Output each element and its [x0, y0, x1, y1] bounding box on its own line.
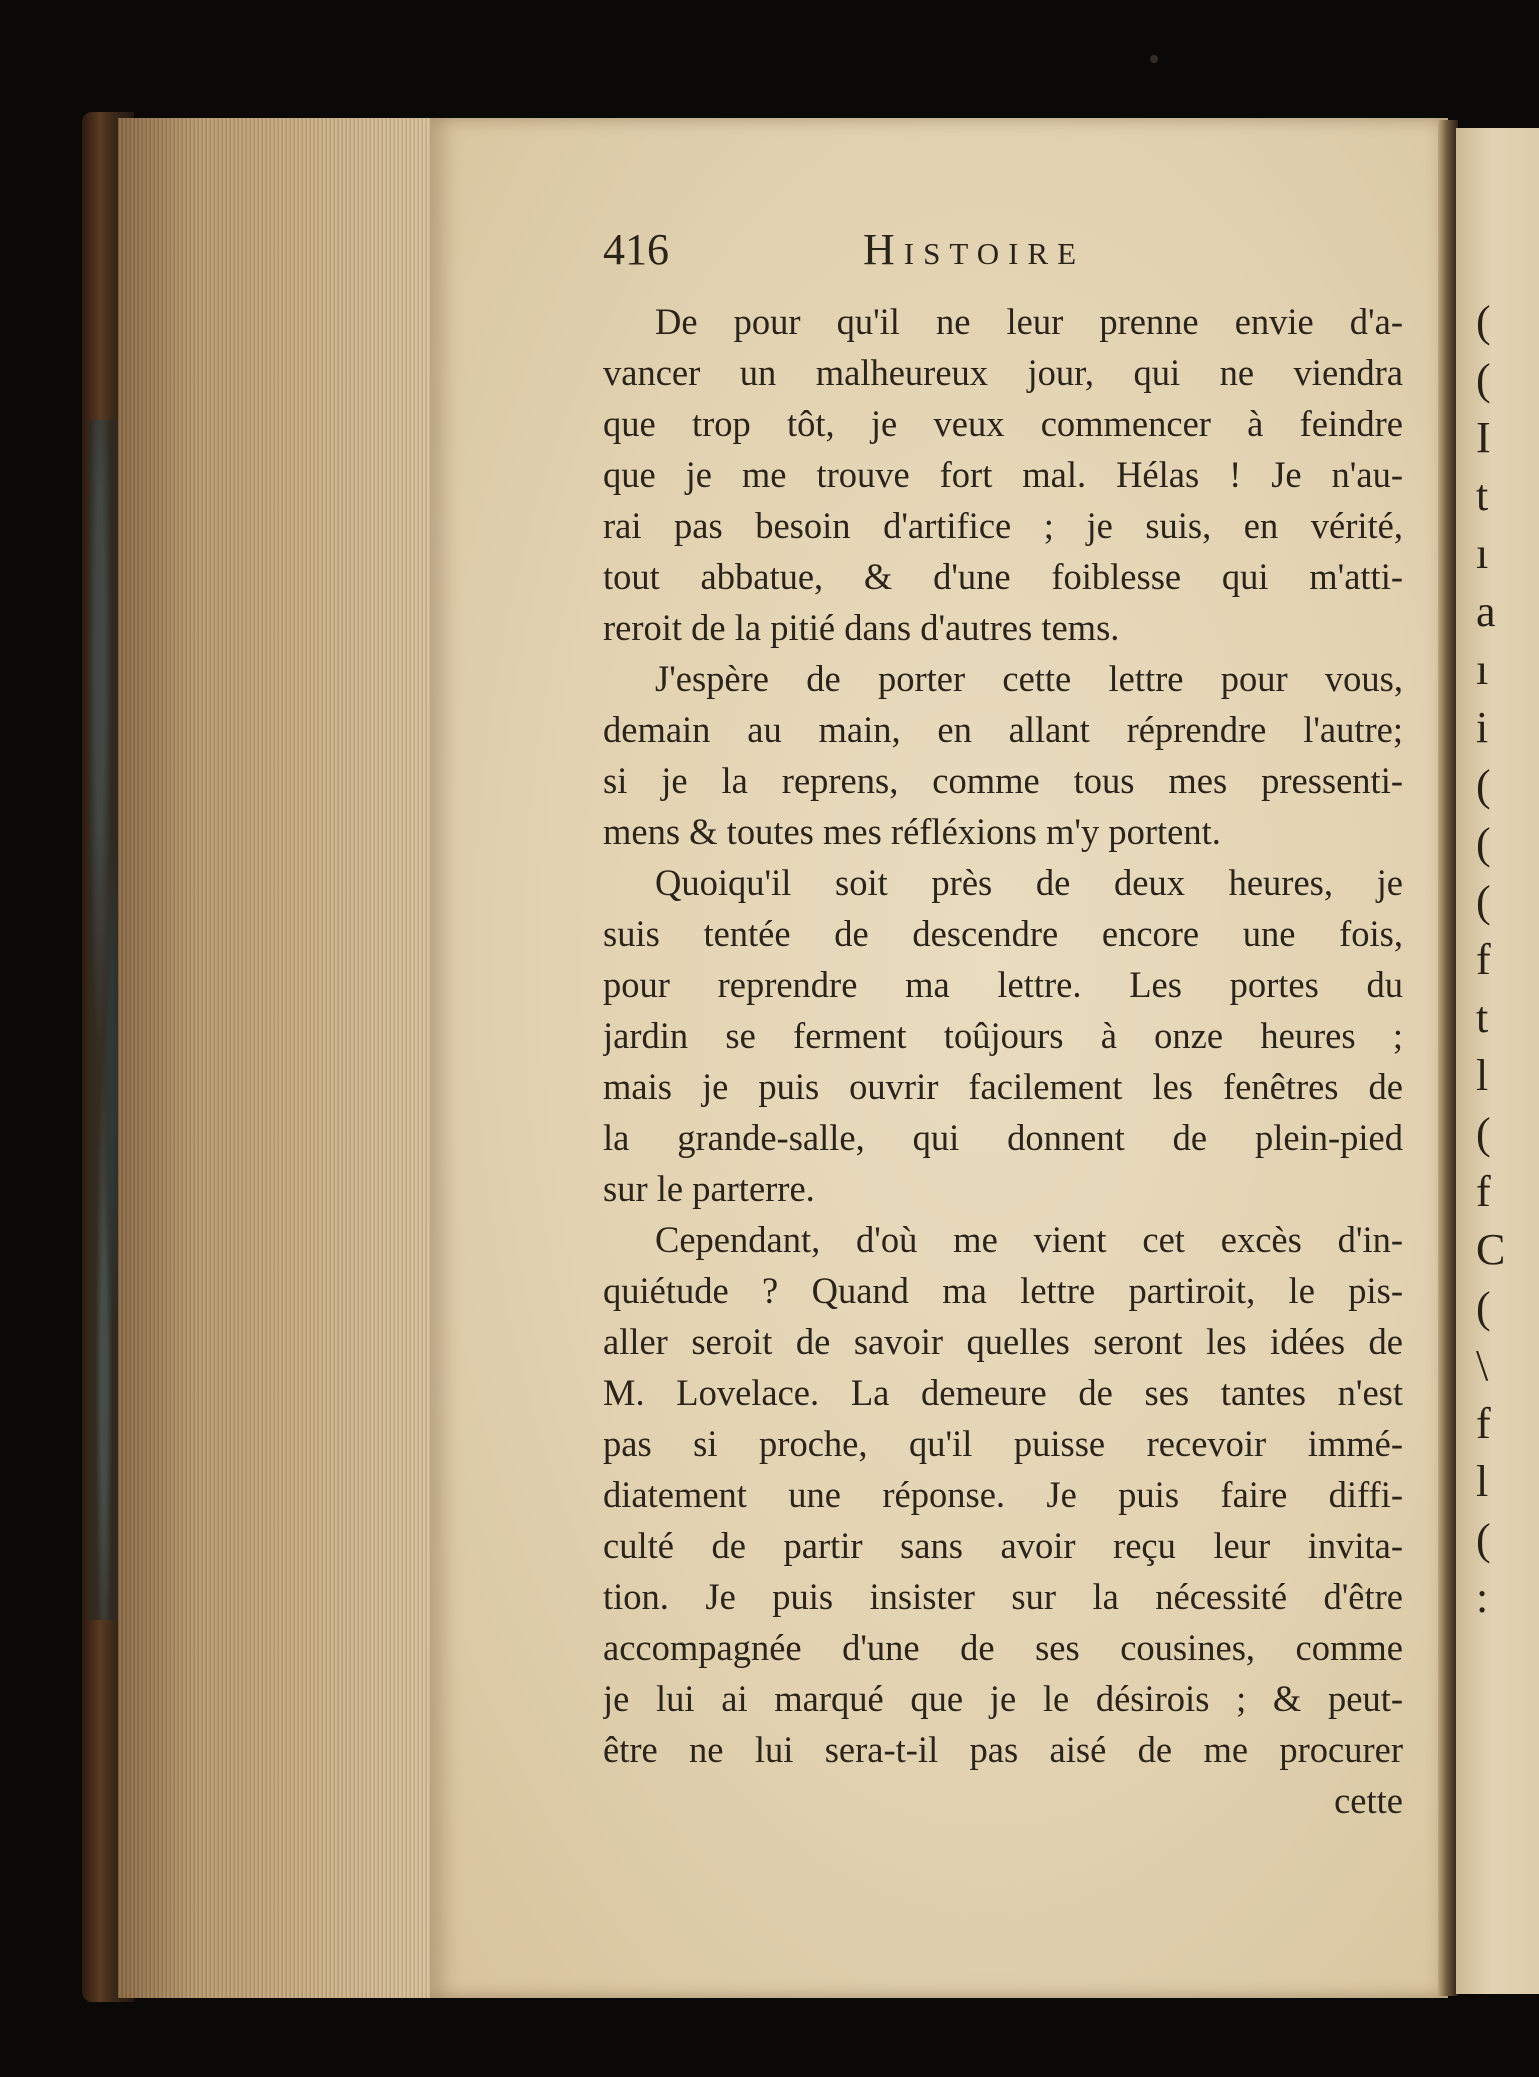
right-edge-glyph: ( — [1476, 1283, 1491, 1332]
right-edge-glyph: ( — [1476, 297, 1491, 346]
right-edge-glyph: l — [1476, 1051, 1489, 1100]
right-edge-glyph: ( — [1476, 761, 1491, 810]
text-line: tout abbatue, & d'une foiblesse qui m'atti- — [603, 556, 1403, 597]
text-line: vancer un malheureux jour, qui ne viendra — [603, 352, 1403, 393]
text-line: être ne lui sera-t-il pas aisé de me procurer — [603, 1729, 1403, 1770]
right-edge-glyph: ı — [1476, 529, 1489, 578]
text-line: De pour qu'il ne leur prenne envie d'a- — [655, 301, 1403, 342]
right-edge-glyph: l — [1476, 1457, 1489, 1506]
page-number: 416 — [603, 225, 669, 274]
text-line: pour reprendre ma lettre. Les portes du — [603, 964, 1403, 1005]
right-edge-glyph: ( — [1476, 1515, 1491, 1564]
text-line: J'espère de porter cette lettre pour vous, — [655, 658, 1403, 699]
page-header — [603, 222, 1393, 278]
right-edge-glyph: f — [1476, 1399, 1491, 1448]
text-line: Cependant, d'où me vient cet excès d'in- — [655, 1219, 1403, 1260]
dust-speck — [1150, 55, 1158, 63]
text-line: mens & toutes mes réfléxions m'y portent. — [603, 811, 1221, 852]
text-line: rai pas besoin d'artifice ; je suis, en vérité, — [603, 505, 1403, 546]
text-line: si je la reprens, comme tous mes pressenti- — [603, 760, 1403, 801]
right-edge-glyph: f — [1476, 935, 1491, 984]
right-edge-glyph: ( — [1476, 819, 1491, 868]
text-line: reroit de la pitié dans d'autres tems. — [603, 607, 1120, 648]
body-text — [603, 296, 1403, 1826]
catchword: cette — [1334, 1780, 1403, 1821]
text-line: sur le parterre. — [603, 1168, 815, 1209]
text-line: que trop tôt, je veux commencer à feindre — [603, 403, 1403, 444]
right-edge-glyph: t — [1476, 471, 1489, 520]
page-stack-edge — [118, 118, 438, 1998]
right-edge-glyph: ( — [1476, 355, 1491, 404]
right-edge-glyph: : — [1476, 1573, 1489, 1622]
right-edge-glyph: I — [1476, 413, 1491, 462]
right-edge-glyph: a — [1476, 587, 1496, 636]
text-line: accompagnée d'une de ses cousines, comme — [603, 1627, 1403, 1668]
right-edge-glyph: i — [1476, 703, 1489, 752]
text-line: M. Lovelace. La demeure de ses tantes n'est — [603, 1372, 1403, 1413]
text-line: la grande-salle, qui donnent de plein-pied — [603, 1117, 1403, 1158]
running-title: Histoire — [863, 225, 1086, 274]
text-line: mais je puis ouvrir facilement les fenêtres de — [603, 1066, 1403, 1107]
text-line: tion. Je puis insister sur la nécessité d'être — [603, 1576, 1403, 1617]
right-edge-glyph: ı — [1476, 645, 1489, 694]
right-edge-glyph: f — [1476, 1167, 1491, 1216]
text-line: pas si proche, qu'il puisse recevoir immé- — [603, 1423, 1403, 1464]
right-edge-glyph: ( — [1476, 1109, 1491, 1158]
right-edge-glyph: \ — [1476, 1341, 1489, 1390]
book-gutter — [1438, 120, 1458, 1996]
text-line: diatement une réponse. Je puis faire diffi- — [603, 1474, 1403, 1515]
text-line: je lui ai marqué que je le désirois ; & peut- — [603, 1678, 1403, 1719]
text-line: que je me trouve fort mal. Hélas ! Je n'au- — [603, 454, 1403, 495]
right-edge-glyph: C — [1476, 1225, 1506, 1274]
right-page-glyphs — [1470, 297, 1539, 1700]
right-edge-glyph: t — [1476, 993, 1489, 1042]
text-line: jardin se ferment toûjours à onze heures ; — [603, 1015, 1403, 1056]
text-line: culté de partir sans avoir reçu leur invita- — [603, 1525, 1403, 1566]
text-line: demain au main, en allant réprendre l'autre; — [603, 709, 1403, 750]
text-line: aller seroit de savoir quelles seront les idées de — [603, 1321, 1403, 1362]
text-line: suis tentée de descendre encore une fois, — [603, 913, 1403, 954]
text-line: Quoiqu'il soit près de deux heures, je — [655, 862, 1403, 903]
text-line: quiétude ? Quand ma lettre partiroit, le pis- — [603, 1270, 1403, 1311]
right-edge-glyph: ( — [1476, 877, 1491, 926]
